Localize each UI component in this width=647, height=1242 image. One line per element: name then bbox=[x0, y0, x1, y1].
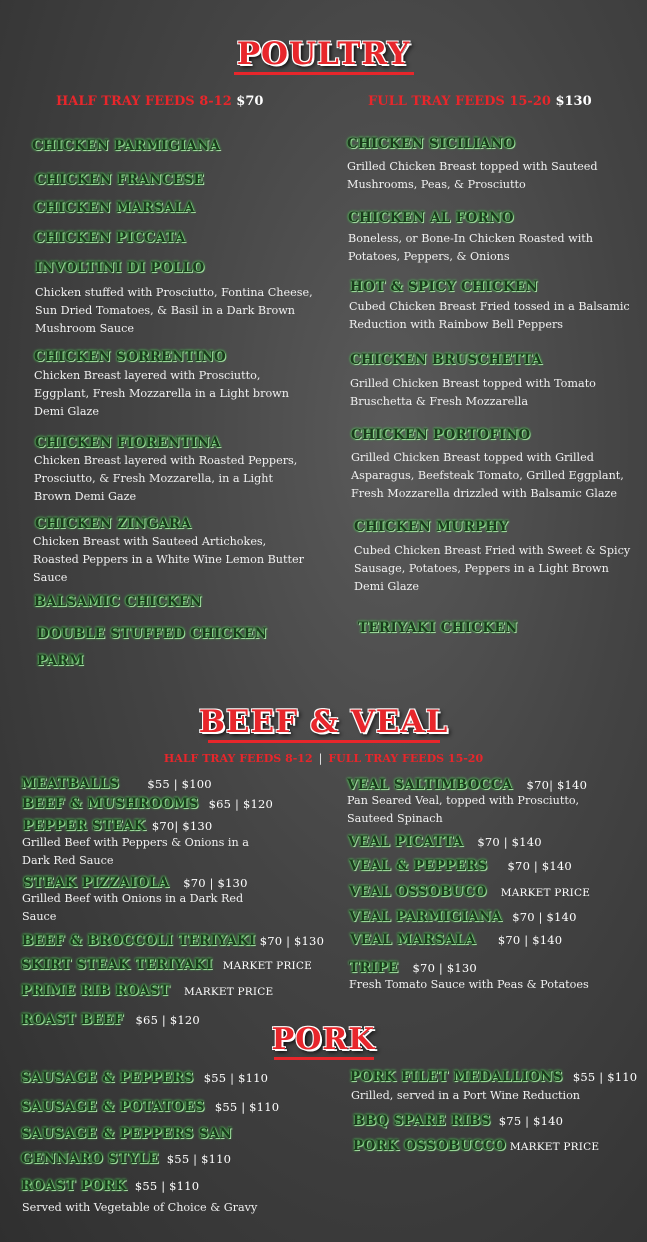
menu-item-sausage-potatoes: SAUSAGE & POTATOES $55 | $110 bbox=[21, 1099, 280, 1115]
menu-item-sausage-peppers: SAUSAGE & PEPPERS $55 | $110 bbox=[21, 1070, 269, 1086]
item-description: Cubed Chicken Breast Fried tossed in a Balsamic Reduction with Rainbow Bell Peppers bbox=[349, 300, 630, 331]
poultry-title: POULTRY bbox=[0, 36, 647, 75]
beef-veal-title: BEEF & VEAL bbox=[0, 704, 647, 743]
menu-item-pork-filet-medallions: PORK FILET MEDALLIONS $55 | $110 bbox=[350, 1069, 638, 1085]
menu-item-bbq-spare-ribs: BBQ SPARE RIBS $75 | $140 bbox=[353, 1113, 564, 1129]
menu-item-skirt-steak-teriyaki: SKIRT STEAK TERIYAKI MARKET PRICE bbox=[21, 957, 312, 973]
item-description: Fresh Tomato Sauce with Peas & Potatoes bbox=[349, 978, 589, 991]
item-description: Served with Vegetable of Choice & Gravy bbox=[22, 1201, 258, 1214]
menu-item-double-stuffed-chicken-parm: PARM bbox=[37, 653, 85, 669]
item-description: Cubed Chicken Breast Fried with Sweet & Spicy Sausage, Potatoes, Peppers in a Light Brown Demi Glaze bbox=[354, 544, 631, 593]
menu-item-pork-ossobucco: PORK OSSOBUCCO MARKET PRICE bbox=[353, 1138, 600, 1154]
menu-item-chicken-al-forno: CHICKEN AL FORNO bbox=[348, 210, 514, 226]
menu-item-chicken-fiorentina: CHICKEN FIORENTINA bbox=[35, 435, 221, 451]
menu-item-pepper-steak: PEPPER STEAK $70| $130 bbox=[23, 818, 213, 834]
menu-item-chicken-piccata: CHICKEN PICCATA bbox=[34, 230, 186, 246]
item-description: Chicken Breast layered with Prosciutto, Eggplant, Fresh Mozzarella in a Light brown Demi Glaze bbox=[34, 369, 289, 418]
menu-item-chicken-murphy: CHICKEN MURPHY bbox=[354, 519, 509, 535]
item-description: Grilled Chicken Breast topped with Tomato Bruschetta & Fresh Mozzarella bbox=[350, 377, 596, 408]
menu-item-double-stuffed-chicken: DOUBLE STUFFED CHICKEN bbox=[37, 626, 268, 642]
menu-item-chicken-parmigiana: CHICKEN PARMIGIANA bbox=[32, 138, 221, 154]
menu-item-involtini-di-pollo: INVOLTINI DI POLLO bbox=[35, 260, 205, 276]
menu-item-chicken-portofino: CHICKEN PORTOFINO bbox=[351, 427, 531, 443]
half-tray-label: HALF TRAY FEEDS 8-12 $70 bbox=[56, 94, 264, 109]
menu-item-veal-picatta: VEAL PICATTA $70 | $140 bbox=[348, 834, 542, 850]
item-description: Grilled, served in a Port Wine Reduction bbox=[351, 1089, 581, 1102]
menu-item-hot-spicy-chicken: HOT & SPICY CHICKEN bbox=[350, 279, 539, 295]
menu-item-steak-pizzaiola: STEAK PIZZAIOLA $70 | $130 bbox=[23, 875, 248, 891]
menu-item-veal-parmigiana: VEAL PARMIGIANA $70 | $140 bbox=[349, 909, 577, 925]
menu-item-chicken-francese: CHICKEN FRANCESE bbox=[35, 172, 205, 188]
menu-item-gennaro-style: GENNARO STYLE $55 | $110 bbox=[21, 1151, 232, 1167]
menu-item-beef-mushrooms: BEEF & MUSHROOMS $65 | $120 bbox=[22, 796, 274, 812]
item-description: Pan Seared Veal, topped with Prosciutto, Sauteed Spinach bbox=[347, 794, 580, 825]
menu-item-chicken-marsala: CHICKEN MARSALA bbox=[34, 200, 195, 216]
item-description: Grilled Beef with Peppers & Onions in a Dark Red Sauce bbox=[22, 836, 249, 867]
menu-item-prime-rib-roast: PRIME RIB ROAST MARKET PRICE bbox=[21, 983, 274, 999]
menu-item-veal-peppers: VEAL & PEPPERS $70 | $140 bbox=[349, 858, 572, 874]
menu-item-chicken-sorrentino: CHICKEN SORRENTINO bbox=[34, 349, 227, 365]
pork-title: PORK bbox=[0, 1022, 647, 1060]
item-description: Chicken Breast with Sauteed Artichokes, Roasted Peppers in a White Wine Lemon Butter Sauce bbox=[33, 535, 304, 584]
menu-item-roast-pork: ROAST PORK $55 | $110 bbox=[21, 1178, 200, 1194]
menu-item-roast-beef: ROAST BEEF $65 | $120 bbox=[21, 1012, 200, 1028]
menu-item-veal-marsala: VEAL MARSALA $70 | $140 bbox=[350, 932, 563, 948]
menu-item-chicken-bruschetta: CHICKEN BRUSCHETTA bbox=[350, 352, 543, 368]
item-description: Grilled Chicken Breast topped with Sauteed Mushrooms, Peas, & Prosciutto bbox=[347, 160, 598, 191]
menu-item-balsamic-chicken: BALSAMIC CHICKEN bbox=[34, 594, 203, 610]
menu-item-sausage-peppers-san: SAUSAGE & PEPPERS SAN bbox=[21, 1126, 233, 1142]
menu-item-chicken-siciliano: CHICKEN SICILIANO bbox=[347, 136, 516, 152]
item-description: Grilled Beef with Onions in a Dark Red Sauce bbox=[22, 892, 244, 923]
menu-item-tripe: TRIPE $70 | $130 bbox=[349, 960, 477, 976]
menu-item-beef-broccoli-teriyaki: BEEF & BROCCOLI TERIYAKI $70 | $130 bbox=[22, 933, 325, 949]
menu-item-teriyaki-chicken: TERIYAKI CHICKEN bbox=[358, 620, 518, 636]
item-description: Boneless, or Bone-In Chicken Roasted with Potatoes, Peppers, & Onions bbox=[348, 232, 593, 263]
menu-item-chicken-zingara: CHICKEN ZINGARA bbox=[35, 516, 192, 532]
menu-item-veal-saltimbocca: VEAL SALTIMBOCCA $70| $140 bbox=[347, 777, 588, 793]
item-description: Chicken stuffed with Prosciutto, Fontina Cheese, Sun Dried Tomatoes, & Basil in a Dark Brown Mushroom Sauce bbox=[35, 286, 313, 335]
full-tray-label: FULL TRAY FEEDS 15-20 $130 bbox=[368, 94, 592, 109]
item-description: Grilled Chicken Breast topped with Grilled Asparagus, Beefsteak Tomato, Grilled Eggplant, Fresh Mozzarella drizzled with Balsamic Glaze bbox=[351, 451, 624, 500]
menu-item-veal-ossobuco: VEAL OSSOBUCO MARKET PRICE bbox=[349, 884, 591, 900]
menu-item-meatballs: MEATBALLS $55 | $100 bbox=[21, 776, 212, 792]
item-description: Chicken Breast layered with Roasted Peppers, Prosciutto, & Fresh Mozzarella, in a Light Brown Demi Gaze bbox=[34, 454, 298, 503]
beef-veal-tray-labels: HALF TRAY FEEDS 8-12 | FULL TRAY FEEDS 15-20 bbox=[163, 752, 484, 765]
